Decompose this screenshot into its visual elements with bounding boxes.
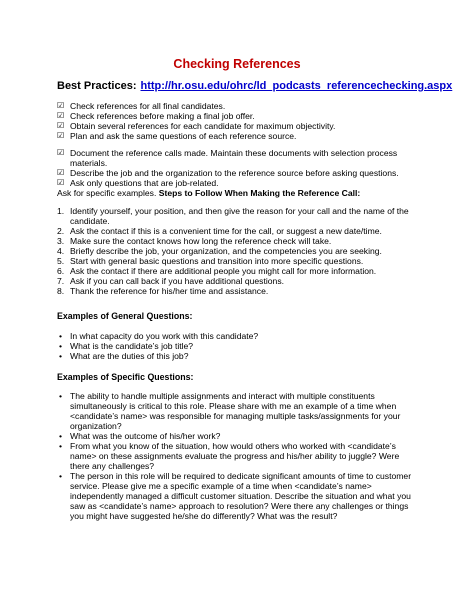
checklist-item: Document the reference calls made. Maintain these documents with selection process xyxy=(70,148,398,158)
general-question-item: In what capacity do you work with this candidate? xyxy=(70,331,259,341)
bullet-icon: • xyxy=(59,431,63,441)
checklist-item-continuation: materials. xyxy=(70,158,108,168)
step-number: 5. xyxy=(57,256,65,266)
step-item: Briefly describe the job, your organization, and the competencies you are seeking. xyxy=(70,246,382,256)
checklist-item: Obtain several references for each candidate for maximum objectivity. xyxy=(70,121,336,131)
step-number: 4. xyxy=(57,246,65,256)
general-question-item: What is the candidate’s job title? xyxy=(70,341,194,351)
specific-question-continuation: name> on these assignments evaluate the progress and his/her ability to juggle? Were xyxy=(70,451,400,461)
ask-line xyxy=(57,188,360,198)
checkbox-icon: ☑ xyxy=(57,168,65,177)
specific-question-continuation: there any challenges? xyxy=(70,461,155,471)
checklist-item: Describe the job and the organization to the reference source before asking questions. xyxy=(70,168,399,178)
step-number: 8. xyxy=(57,286,65,296)
step-item-continuation: candidate. xyxy=(70,216,110,226)
ask-line-text: Ask for specific examples. xyxy=(57,188,159,198)
specific-question-continuation: <candidate’s name> was responsible for managing multiple tasks/assignments for your xyxy=(70,411,401,421)
page-title: Checking References xyxy=(173,57,301,71)
specific-question-continuation: saw as <candidate’s name> approach to resolution? Were there any challenges or things xyxy=(70,501,409,511)
specific-question-continuation: service. Please give me a specific example of a time when <candidate’s name> xyxy=(70,481,372,491)
bullet-icon: • xyxy=(59,441,63,451)
specific-questions-heading: Examples of Specific Questions: xyxy=(57,372,194,382)
general-question-item: What are the duties of this job? xyxy=(70,351,189,361)
checkbox-icon: ☑ xyxy=(57,131,65,140)
checkbox-icon: ☑ xyxy=(57,101,65,110)
checkbox-icon: ☑ xyxy=(57,121,65,130)
bullet-icon: • xyxy=(59,341,63,351)
step-number: 7. xyxy=(57,276,65,286)
best-practices-line xyxy=(57,80,452,92)
step-number: 2. xyxy=(57,226,65,236)
checklist-item: Check references before making a final job offer. xyxy=(70,111,255,121)
bullet-icon: • xyxy=(59,471,63,481)
step-item: Ask the contact if there are additional people you might call for more information. xyxy=(70,266,377,276)
specific-question-continuation: organization? xyxy=(70,421,122,431)
step-item: Start with general basic questions and transition into more specific questions. xyxy=(70,256,364,266)
step-item: Ask if you can call back if you have additional questions. xyxy=(70,276,285,286)
step-item: Identify yourself, your position, and then give the reason for your call and the name of the xyxy=(70,206,409,216)
step-item: Make sure the contact knows how long the reference check will take. xyxy=(70,236,332,246)
best-practices-label: Best Practices: xyxy=(57,80,137,92)
specific-question-continuation: you might have suggested he/she do differently? What was the result? xyxy=(70,511,338,521)
bullet-icon: • xyxy=(59,351,63,361)
checklist-item: Ask only questions that are job-related. xyxy=(70,178,219,188)
checkbox-icon: ☑ xyxy=(57,148,65,157)
general-questions-heading: Examples of General Questions: xyxy=(57,311,193,321)
step-item: Ask the contact if this is a convenient time for the call, or suggest a new date/time. xyxy=(70,226,382,236)
checkbox-icon: ☑ xyxy=(57,178,65,187)
checklist-item: Plan and ask the same questions of each reference source. xyxy=(70,131,297,141)
bullet-icon: • xyxy=(59,331,63,341)
specific-question-item: From what you know of the situation, how would others who worked with <candidate’s xyxy=(70,441,396,451)
specific-question-continuation: simultaneously is critical to this role. Please share with me an example of a time when xyxy=(70,401,397,411)
checklist-item: Check references for all final candidates. xyxy=(70,101,226,111)
step-number: 1. xyxy=(57,206,65,216)
specific-question-item: The ability to handle multiple assignments and interact with multiple constituents xyxy=(70,391,375,401)
best-practices-link[interactable]: http://hr.osu.edu/ohrc/ld_podcasts_referencechecking.aspx xyxy=(140,80,453,92)
specific-question-item: What was the outcome of his/her work? xyxy=(70,431,221,441)
bullet-icon: • xyxy=(59,391,63,401)
step-number: 6. xyxy=(57,266,65,276)
specific-question-continuation: independently managed a difficult customer situation. Describe the situation and what you xyxy=(70,491,411,501)
specific-question-item: The person in this role will be required to dedicate significant amounts of time to customer xyxy=(70,471,412,481)
checkbox-icon: ☑ xyxy=(57,111,65,120)
step-number: 3. xyxy=(57,236,65,246)
step-item: Thank the reference for his/her time and assistance. xyxy=(70,286,269,296)
steps-heading: Steps to Follow When Making the Reference Call: xyxy=(158,188,361,198)
